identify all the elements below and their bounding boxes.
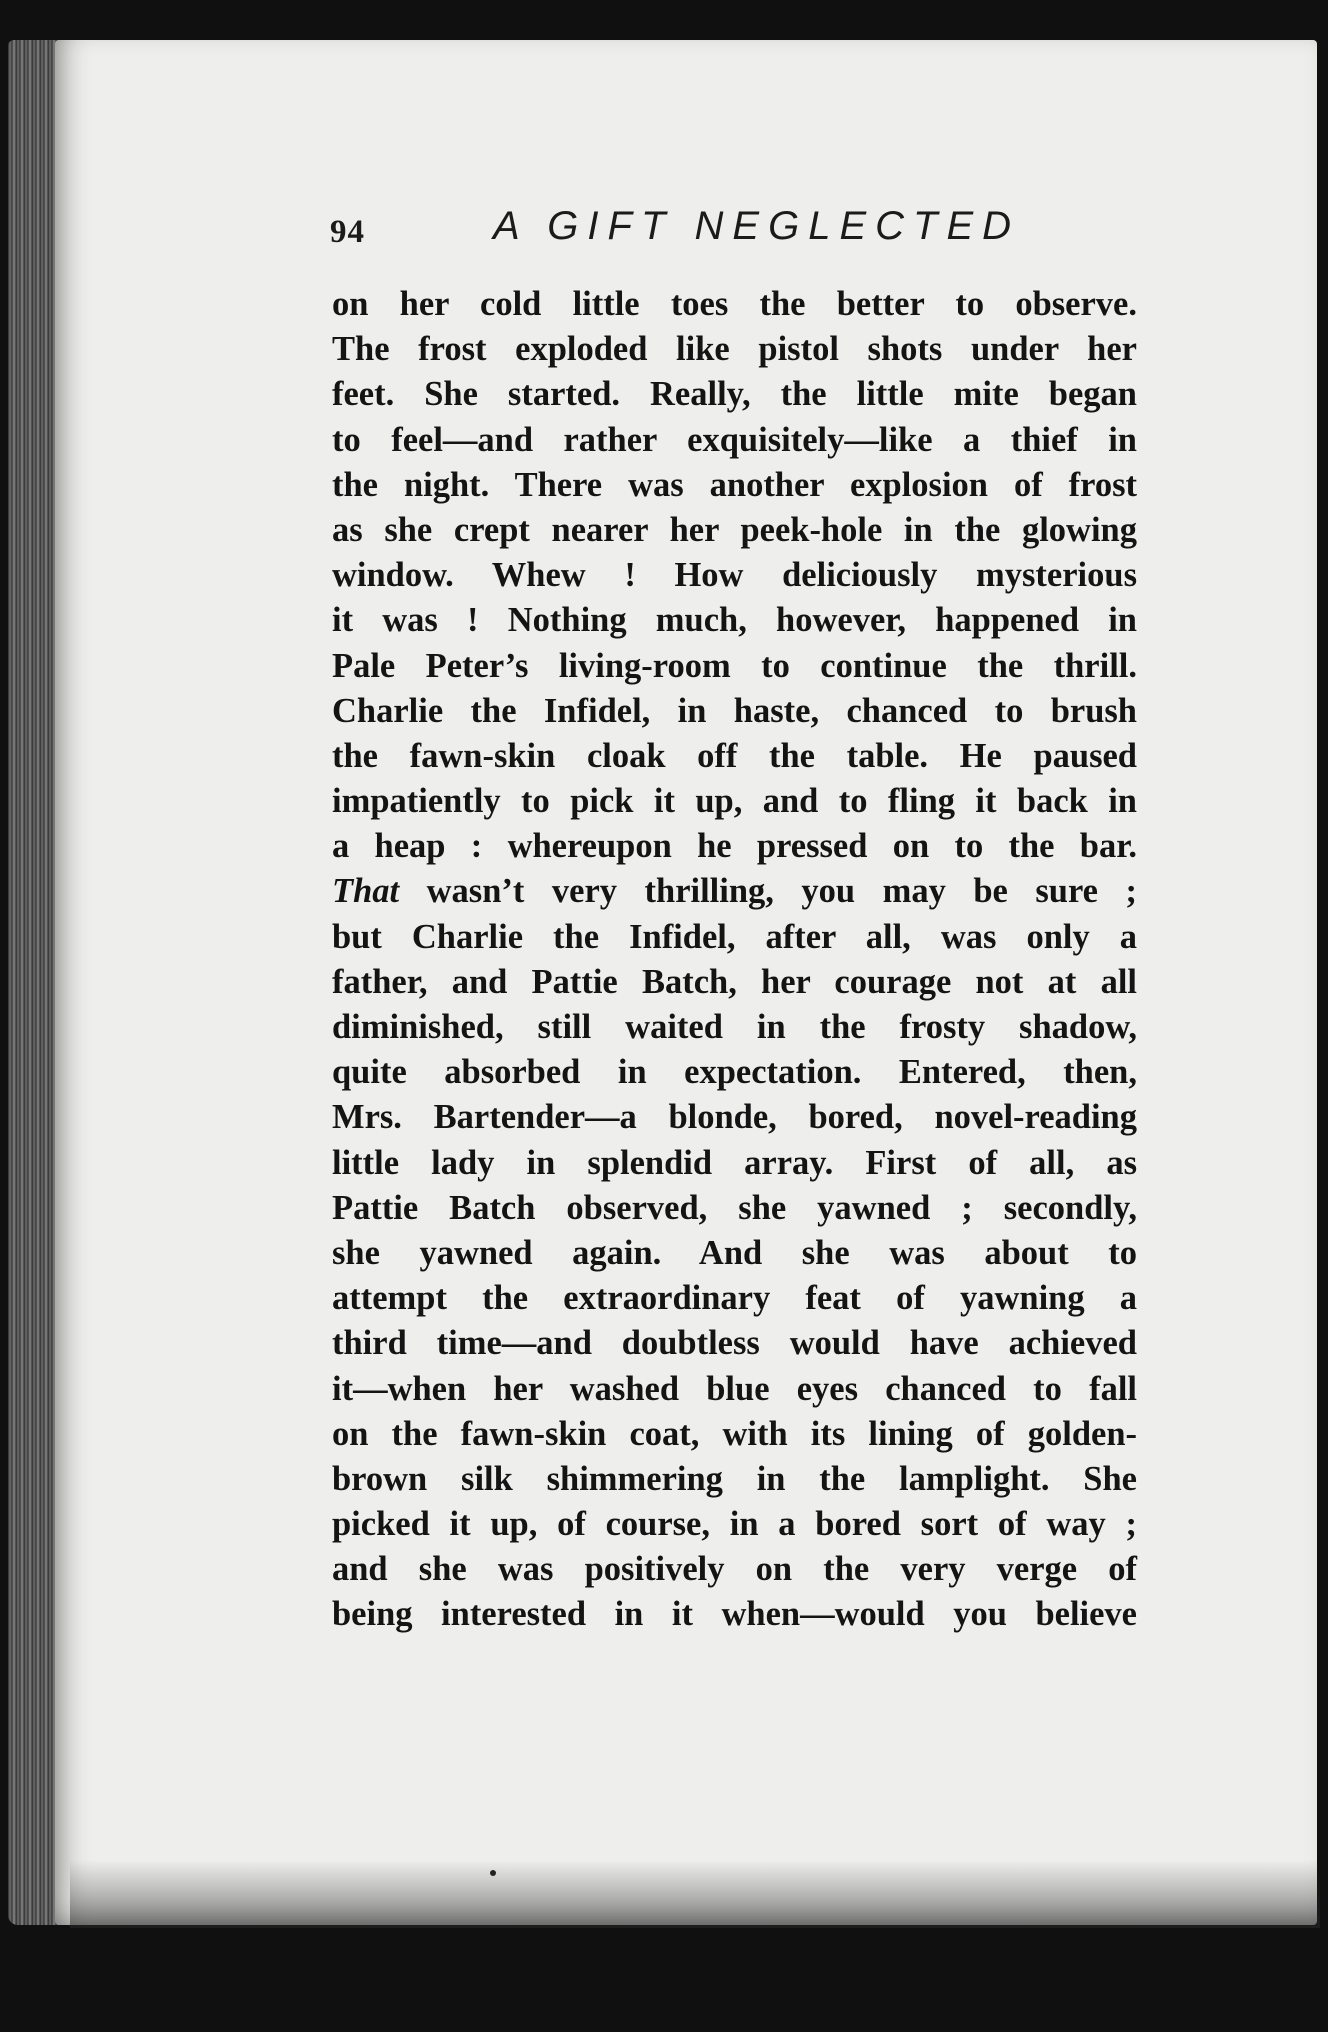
text-line: brown silk shimmering in the lamplight. She <box>332 1459 1137 1498</box>
text-line: and she was positively on the very verge of <box>332 1550 1137 1589</box>
text-line: window. Whew ! How deliciously mysterious <box>332 556 1137 595</box>
text-line: the night. There was another explosion of frost <box>332 465 1137 504</box>
text-line: but Charlie the Infidel, after all, was only a <box>332 917 1137 956</box>
text-line: third time—and doubtless would have achieved <box>332 1324 1137 1363</box>
text-line: little lady in splendid array. First of all, as <box>332 1143 1137 1182</box>
text-line: it—when her washed blue eyes chanced to fall <box>332 1369 1137 1408</box>
text-line: Charlie the Infidel, in haste, chanced to brush <box>332 691 1137 730</box>
text-line: quite absorbed in expectation. Entered, then, <box>332 1053 1137 1092</box>
line-rest: wasn’t very thrilling, you may be sure ; <box>399 872 1137 911</box>
text-line: attempt the extraordinary feat of yawning a <box>332 1279 1137 1318</box>
text-line: diminished, still waited in the frosty shadow, <box>332 1008 1137 1046</box>
text-line: as she crept nearer her peek-hole in the glowing <box>332 510 1137 549</box>
text-line: Mrs. Bartender—a blonde, bored, novel-reading <box>332 1098 1137 1137</box>
text-line: Pattie Batch observed, she yawned ; secondly, <box>332 1188 1137 1227</box>
running-head <box>330 196 1130 266</box>
text-line: to feel—and rather exquisitely—like a thief in <box>332 420 1137 459</box>
text-line: Pale Peter’s living-room to continue the thrill. <box>332 646 1137 685</box>
text-line <box>332 869 1137 914</box>
text-line: the fawn-skin cloak off the table. He paused <box>332 736 1137 775</box>
body-text <box>332 282 1137 1638</box>
text-line: impatiently to pick it up, and to fling it back in <box>332 782 1137 821</box>
text-line: being interested in it when—would you believe <box>332 1595 1137 1634</box>
text-line: it was ! Nothing much, however, happened in <box>332 601 1137 640</box>
italic-word: That <box>332 872 400 911</box>
text-line: father, and Pattie Batch, her courage not at all <box>332 962 1137 1001</box>
text-line: on the fawn-skin coat, with its lining of golden- <box>332 1414 1137 1453</box>
text-line: picked it up, of course, in a bored sort of way ; <box>332 1505 1137 1544</box>
text-line: a heap : whereupon he pressed on to the bar. <box>332 827 1137 866</box>
text-line: The frost exploded like pistol shots under her <box>332 330 1137 369</box>
text-line: she yawned again. And she was about to <box>332 1233 1137 1272</box>
page-bottom-shadow <box>70 1860 1320 1928</box>
running-title: A GIFT NEGLECTED <box>493 204 1021 248</box>
text-line: on her cold little toes the better to observe. <box>332 285 1137 323</box>
text-line: feet. She started. Really, the little mite began <box>332 375 1137 414</box>
page-number: 94 <box>330 214 365 250</box>
